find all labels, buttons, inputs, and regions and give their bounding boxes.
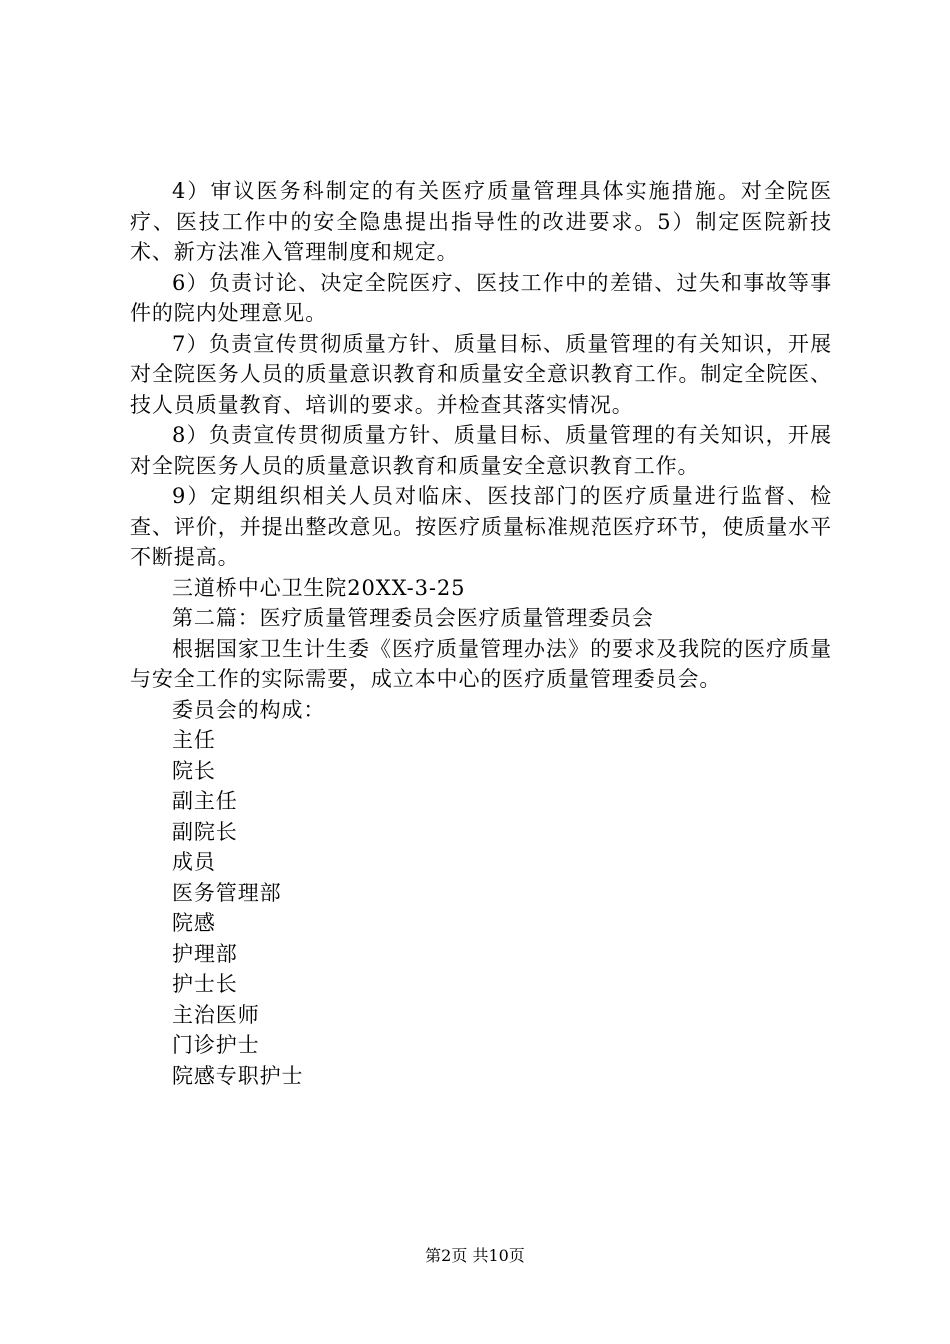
role-item: 成员 <box>172 850 216 874</box>
intro-paragraph: 根据国家卫生计生委《医疗质量管理办法》的要求及我院的医疗质量与安全工作的实际需要，成立本中心的医疗质量管理委员会。 <box>130 636 832 691</box>
paragraph-item-7: 7）负责宣传贯彻质量方针、质量目标、质量管理的有关知识，开展对全院医务人员的质量意识教育和质量安全意识教育工作。制定全院医、技人员质量教育、培训的要求。并检查其落实情况。 <box>130 331 832 417</box>
role-item: 门诊护士 <box>172 1033 260 1057</box>
paragraph-item-8: 8）负责宣传贯彻质量方针、质量目标、质量管理的有关知识，开展对全院医务人员的质量意识教育和质量安全意识教育工作。 <box>130 423 832 478</box>
section-title: 第二篇：医疗质量管理委员会医疗质量管理委员会 <box>172 606 654 630</box>
document-body <box>130 176 832 1091</box>
signature-line: 三道桥中心卫生院20XX-3-25 <box>172 575 466 600</box>
paragraph-item-9: 9）定期组织相关人员对临床、医技部门的医疗质量进行监督、检查、评价，并提出整改意见。按医疗质量标准规范医疗环节，使质量水平不断提高。 <box>130 484 832 569</box>
role-item: 主任 <box>172 728 216 752</box>
role-item: 医务管理部 <box>172 880 282 905</box>
role-item: 副院长 <box>172 819 238 844</box>
role-item: 护理部 <box>172 941 238 966</box>
page-footer: 第2页 共10页 <box>425 1246 525 1265</box>
role-item: 院感 <box>172 911 216 935</box>
role-item: 副主任 <box>172 789 238 813</box>
paragraph-item-6: 6）负责讨论、决定全院医疗、医技工作中的差错、过失和事故等事件的院内处理意见。 <box>130 270 832 325</box>
role-item: 院感专职护士 <box>172 1063 304 1088</box>
composition-label: 委员会的构成： <box>172 697 326 722</box>
role-item: 院长 <box>172 758 216 783</box>
paragraph-item-4: 4）审议医务科制定的有关医疗质量管理具体实施措施。对全院医疗、医技工作中的安全隐患提出指导性的改进要求。5）制定医院新技术、新方法准入管理制度和规定。 <box>130 179 832 264</box>
role-item: 护士长 <box>172 972 238 996</box>
role-item: 主治医师 <box>172 1002 260 1027</box>
